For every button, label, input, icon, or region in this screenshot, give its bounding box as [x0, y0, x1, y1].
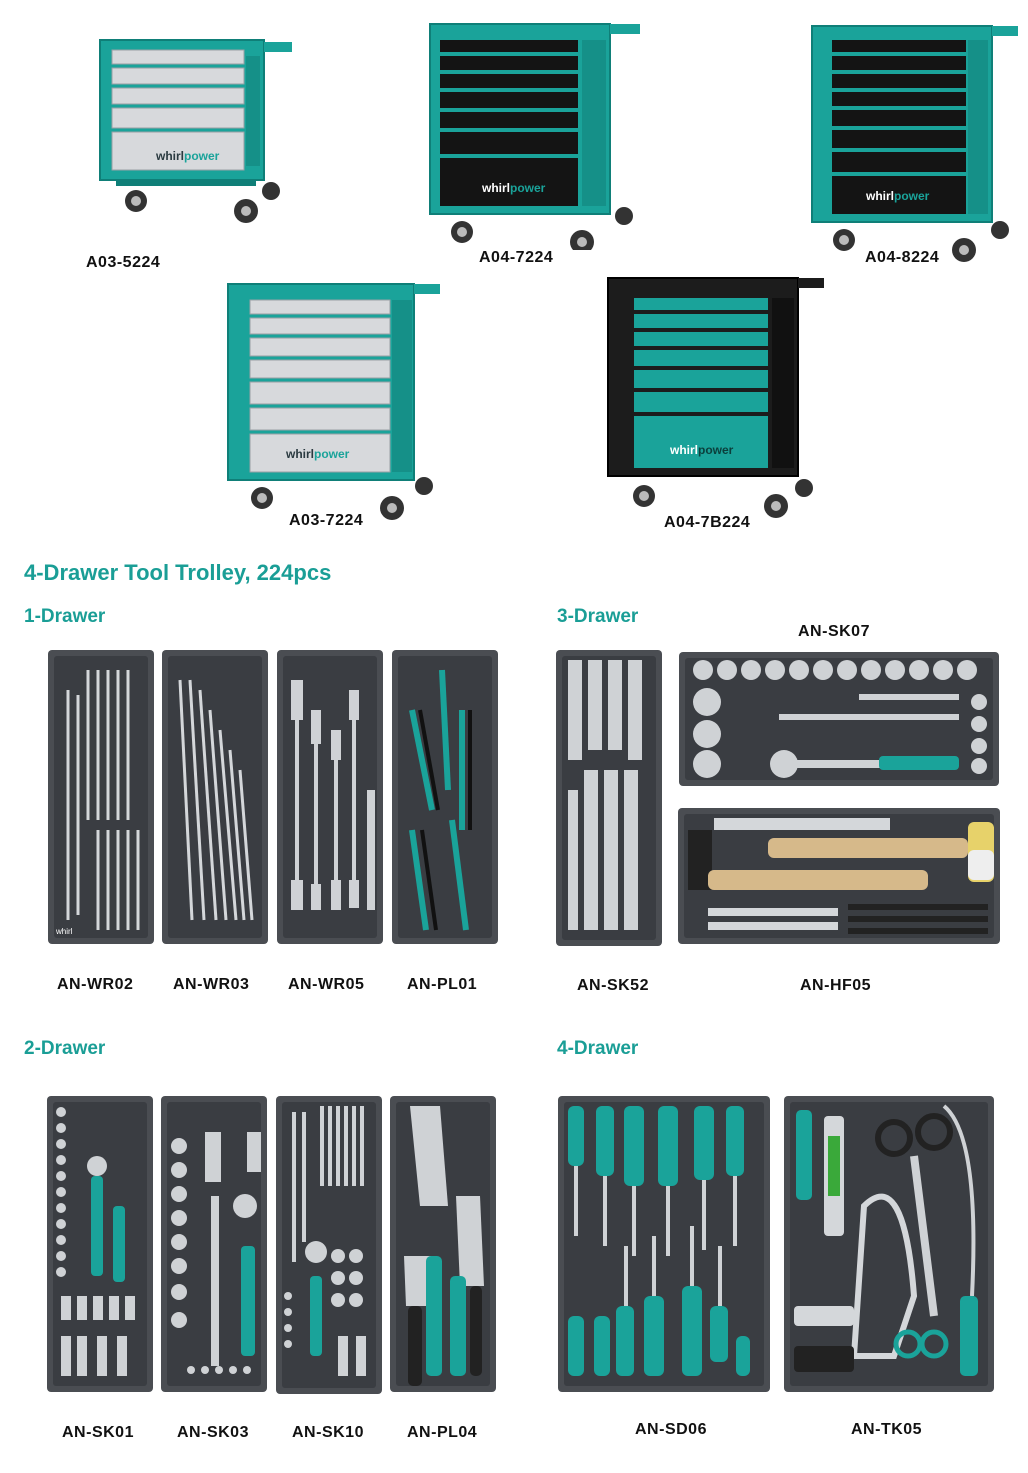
page-title: 4-Drawer Tool Trolley, 224pcs	[24, 560, 332, 585]
svg-text:whirl: whirl	[56, 927, 73, 936]
trolley-code-a04-8224: A04-8224	[865, 249, 940, 266]
tray-image-an-sk10	[276, 1096, 382, 1394]
svg-text:whirlpower: whirlpower	[156, 149, 220, 163]
trolley-image-a04-7b224	[604, 274, 830, 520]
tray-code-an-sk10: AN-SK10	[292, 1424, 364, 1441]
tray-code-an-wr05: AN-WR05	[288, 976, 365, 993]
tray-image-an-sd06	[558, 1096, 770, 1392]
svg-text:whirlpower: whirlpower	[670, 443, 734, 457]
tray-image-an-sk52	[556, 650, 662, 946]
tray-image-an-tk05	[784, 1096, 994, 1392]
tray-image-an-sk03	[161, 1096, 267, 1392]
tray-image-an-pl04	[390, 1096, 496, 1392]
tray-code-an-pl04: AN-PL04	[407, 1424, 478, 1441]
tray-code-an-sk52: AN-SK52	[577, 977, 649, 994]
tray-code-an-pl01: AN-PL01	[407, 976, 478, 993]
tray-image-an-wr02	[48, 650, 154, 944]
trolley-code-a04-7b224: A04-7B224	[664, 514, 751, 531]
tray-image-an-pl01	[392, 650, 498, 944]
section-label-2-drawer: 2-Drawer	[24, 1038, 106, 1059]
trolley-code-a03-5224: A03-5224	[86, 254, 161, 271]
section-label-4-drawer: 4-Drawer	[557, 1038, 639, 1059]
svg-text:whirlpower: whirlpower	[866, 189, 930, 203]
tray-code-an-wr02: AN-WR02	[57, 976, 134, 993]
trolley-image-a04-7224	[426, 20, 646, 250]
tray-code-an-sk01: AN-SK01	[62, 1424, 134, 1441]
tray-code-an-hf05: AN-HF05	[800, 977, 872, 994]
trolley-code-a03-7224: A03-7224	[289, 512, 364, 529]
tray-code-an-sk07: AN-SK07	[798, 623, 870, 640]
tray-image-an-sk01	[47, 1096, 153, 1392]
svg-text:whirlpower: whirlpower	[286, 447, 350, 461]
tray-image-an-sk07	[679, 652, 999, 786]
tray-image-an-wr03	[162, 650, 268, 944]
trolley-image-a04-8224	[808, 22, 1023, 262]
tray-image-an-wr05	[277, 650, 383, 944]
trolley-image-a03-5224	[96, 36, 296, 226]
trolley-code-a04-7224: A04-7224	[479, 249, 554, 266]
section-label-3-drawer: 3-Drawer	[557, 606, 639, 627]
tray-code-an-sd06: AN-SD06	[635, 1421, 707, 1438]
tray-code-an-sk03: AN-SK03	[177, 1424, 249, 1441]
tray-image-an-hf05	[678, 808, 1000, 944]
tray-code-an-wr03: AN-WR03	[173, 976, 250, 993]
tray-code-an-tk05: AN-TK05	[851, 1421, 923, 1438]
svg-text:whirlpower: whirlpower	[482, 181, 546, 195]
trolley-image-a03-7224	[224, 280, 444, 530]
section-label-1-drawer: 1-Drawer	[24, 606, 106, 627]
